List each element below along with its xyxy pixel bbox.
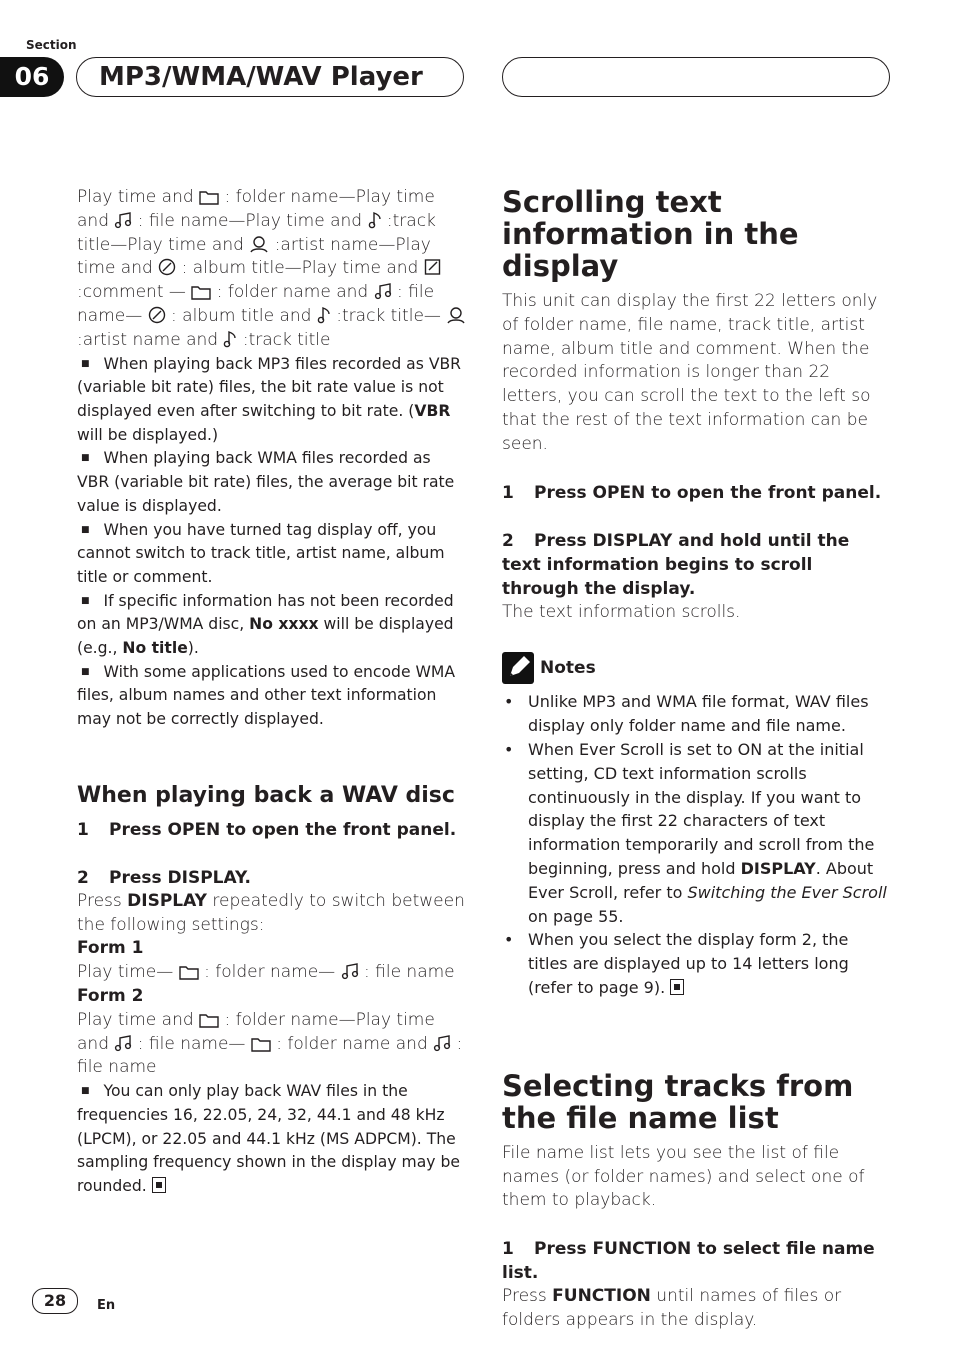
scroll-heading: Scrolling text information in the display (502, 185, 799, 283)
file-music-icon (374, 282, 392, 300)
file-music-icon (341, 962, 359, 980)
wav-step-2: 2 Press DISPLAY. (77, 867, 251, 888)
note-item: • When you select the display form 2, the titles are displayed up to 14 letters long (refer to page 9). (502, 928, 892, 999)
folder-icon (191, 284, 211, 300)
section-title-box (76, 57, 464, 97)
file-music-icon (114, 211, 132, 229)
seq-text: :track title (242, 329, 331, 350)
display-sequence-paragraph (77, 186, 467, 353)
seq-text: :comment — (77, 282, 186, 303)
seq-text: Play time and (77, 187, 200, 207)
section-label: Section (26, 38, 77, 52)
seq-text: : album title and (171, 305, 317, 326)
seq-text: : album title—Play time and (181, 258, 424, 279)
album-disc-icon (148, 306, 166, 324)
form1-label: Form 1 (77, 938, 144, 959)
folder-icon (251, 1036, 271, 1052)
wav-heading: When playing back a WAV disc (77, 782, 455, 808)
select-heading: Selecting tracks from the file name list (502, 1068, 854, 1135)
select-step-1: 1 Press FUNCTION to select file name list. (502, 1239, 875, 1284)
seq-text: : folder name—Play time and (77, 187, 435, 231)
select-step-1-detail: Press FUNCTION until names of files or folders appears in the display. (502, 1286, 842, 1330)
notes-label: Notes (540, 658, 596, 679)
file-music-icon (114, 1034, 132, 1052)
wav-frequency-note: ■ You can only play back WAV files in the frequencies 16, 22.05, 24, 32, 44.1 and 48 kHz (LPCM), or 22.05 and 44.1 kHz (MS ADPCM). The sampling frequency shown in the display may be rounded. (77, 1080, 467, 1199)
file-music-icon (433, 1034, 451, 1052)
pencil-notes-icon (502, 652, 534, 684)
artist-icon (249, 235, 269, 253)
artist-icon (446, 306, 466, 324)
notes-list (502, 690, 892, 999)
folder-icon (199, 1012, 219, 1028)
end-mark-icon (152, 1177, 166, 1193)
page-number: 28 (32, 1288, 78, 1314)
vbr-mp3-note: ■ When playing back MP3 files recorded as VBR (variable bit rate) files, the bit rate value is not displayed even after switching to bit rate. (VBR will be displayed.) (77, 353, 467, 448)
section-title: MP3/WMA/WAV Player (99, 62, 423, 92)
seq-text: : file name— (77, 282, 435, 326)
seq-text: : file name—Play time and (137, 210, 368, 231)
note-item: • Unlike MP3 and WMA file format, WAV files display only folder name and file name. (502, 690, 892, 738)
form2-label: Form 2 (77, 986, 144, 1007)
tag-display-note: ■ When you have turned tag display off, you cannot switch to track title, artist name, album title or comment. (77, 519, 467, 590)
vbr-wma-note: ■ When playing back WMA files recorded as VBR (variable bit rate) files, the average bit rate value is displayed. (77, 447, 467, 518)
display-instruction: Press DISPLAY repeatedly to switch between the following settings: (77, 890, 465, 935)
end-mark-icon (670, 979, 684, 995)
encoding-app-note: ■ With some applications used to encode WMA files, album names and other text information may not be correctly displayed. (77, 661, 467, 732)
section-number: 06 (0, 57, 64, 97)
track-note-icon (223, 330, 237, 348)
scroll-step-1: 1 Press OPEN to open the front panel. (502, 482, 882, 503)
header-right-box (502, 57, 890, 97)
language-label: En (97, 1298, 116, 1313)
seq-text: :artist name—Play time and (77, 234, 431, 279)
seq-text: :track title— (336, 305, 441, 326)
left-column (77, 186, 467, 1199)
scroll-body: This unit can display the first 22 letters only of folder name, file name, track title, artist name, album title and comment. When the recorded information is longer than 22 letters, you can scroll the text to the left so that the rest of the text information can be seen. (502, 291, 878, 454)
album-disc-icon (158, 258, 176, 276)
no-info-note: ■ If specific information has not been recorded on an MP3/WMA disc, No xxxx will be displayed (e.g., No title). (77, 590, 467, 661)
wav-step-1: 1 Press OPEN to open the front panel. (77, 819, 457, 840)
seq-text: : folder name and (216, 282, 374, 303)
comment-icon (424, 258, 442, 276)
scroll-step-2-result: The text information scrolls. (502, 601, 741, 622)
note-item: • When Ever Scroll is set to ON at the initial setting, CD text information scrolls continuously in the display. If you want to display the first 22 characters of text information temporarily and scroll from the beginning, press and hold DISPLAY. About Ever Scroll, refer to Switching the Ever Scroll on page 55. (502, 738, 892, 928)
track-note-icon (317, 306, 331, 324)
seq-text: :track title—Play time and (77, 210, 436, 255)
scroll-step-2: 2 Press DISPLAY and hold until the text information begins to scroll through the display. (502, 530, 850, 599)
form2-sequence: Play time and : folder name—Play time and : file name— : folder name and : file name (77, 1009, 463, 1078)
form1-sequence: Play time— : folder name— : file name (77, 962, 455, 983)
select-body: File name list lets you see the list of file names (or folder names) and select one of them to playback. (502, 1142, 865, 1211)
folder-icon (199, 189, 219, 205)
notes-header (502, 652, 892, 684)
track-note-icon (368, 211, 382, 229)
seq-text: :artist name and (77, 329, 224, 350)
folder-icon (179, 964, 199, 980)
right-column (502, 186, 892, 1333)
